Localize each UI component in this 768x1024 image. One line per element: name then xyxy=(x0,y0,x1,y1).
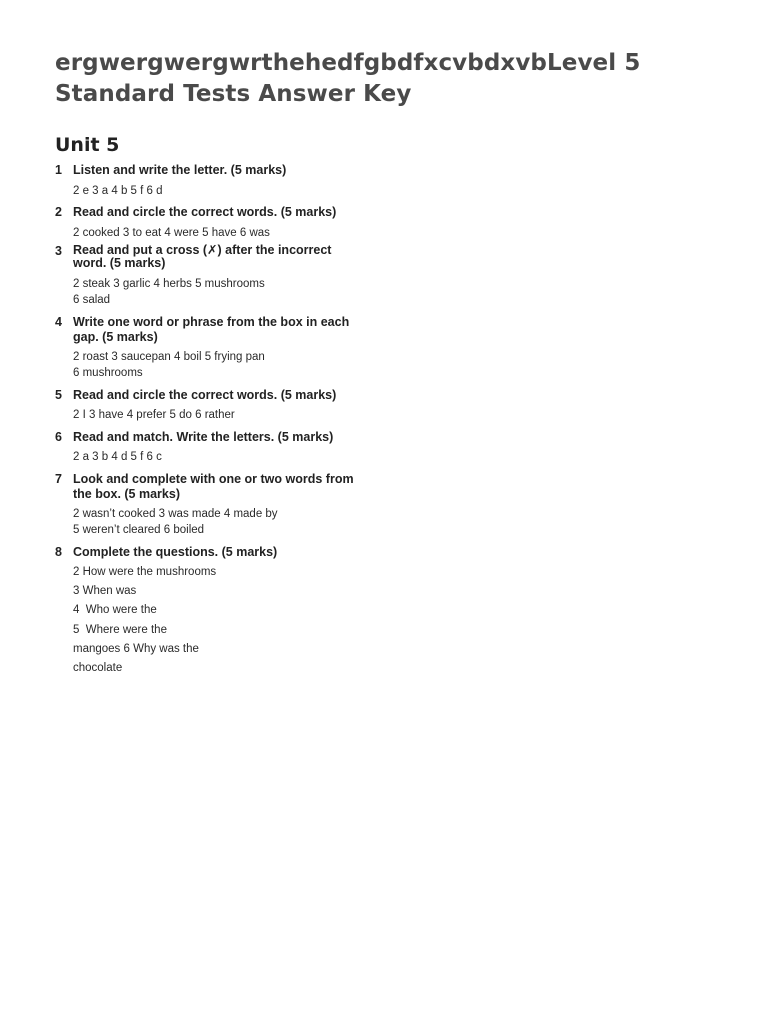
question-text: Read and circle the correct words. (5 marks) xyxy=(73,205,337,219)
question-number: 6 xyxy=(55,430,62,444)
answer-line: 2 How were the mushrooms xyxy=(73,566,217,578)
answer-line: 2 a 3 b 4 d 5 f 6 c xyxy=(73,451,162,463)
question-text: Read and put a cross (✗) after the incorrect word. (5 marks) xyxy=(73,243,332,270)
answer-line: 2 I 3 have 4 prefer 5 do 6 rather xyxy=(73,409,235,421)
answer-line: 5 weren’t cleared 6 boiled xyxy=(73,524,205,536)
answer-line: 4 Who were the xyxy=(73,604,157,616)
answer-line: 2 roast 3 saucepan 4 boil 5 frying pan xyxy=(73,351,265,363)
question-text: Listen and write the letter. (5 marks) xyxy=(73,163,287,177)
title-line-2: Standard Tests Answer Key xyxy=(55,81,412,107)
question-text: Look and complete with one or two words from the box. (5 marks) xyxy=(73,472,354,501)
question-number: 2 xyxy=(55,205,62,219)
answer-line: 5 Where were the xyxy=(73,624,167,636)
title-line-1: ergwergwergwrthehedfgbdfxcvbdxvbLevel 5 xyxy=(55,50,641,76)
answer-line: mangoes 6 Why was the xyxy=(73,643,199,655)
question-text: Read and match. Write the letters. (5 marks) xyxy=(73,430,334,444)
answer-line: 6 salad xyxy=(73,294,111,306)
answer-line: 6 mushrooms xyxy=(73,367,143,379)
answer-line: 2 cooked 3 to eat 4 were 5 have 6 was xyxy=(73,227,270,239)
question-text: Complete the questions. (5 marks) xyxy=(73,545,278,559)
page-title xyxy=(55,48,715,110)
answer-line: 3 When was xyxy=(73,585,137,597)
question-text: Read and circle the correct words. (5 marks) xyxy=(73,388,337,402)
question-text: Write one word or phrase from the box in each gap. (5 marks) xyxy=(73,315,350,344)
answer-line: 2 steak 3 garlic 4 herbs 5 mushrooms xyxy=(73,278,265,290)
unit-heading: Unit 5 xyxy=(55,134,120,156)
question-number: 7 xyxy=(55,472,62,486)
question-number: 3 xyxy=(55,244,62,258)
answer-line: 2 e 3 a 4 b 5 f 6 d xyxy=(73,185,163,197)
question-number: 4 xyxy=(55,315,62,329)
answer-line: 2 wasn’t cooked 3 was made 4 made by xyxy=(73,508,278,520)
answer-line: chocolate xyxy=(73,662,123,674)
question-number: 8 xyxy=(55,545,62,559)
question-number: 1 xyxy=(55,163,62,177)
question-number: 5 xyxy=(55,388,62,402)
